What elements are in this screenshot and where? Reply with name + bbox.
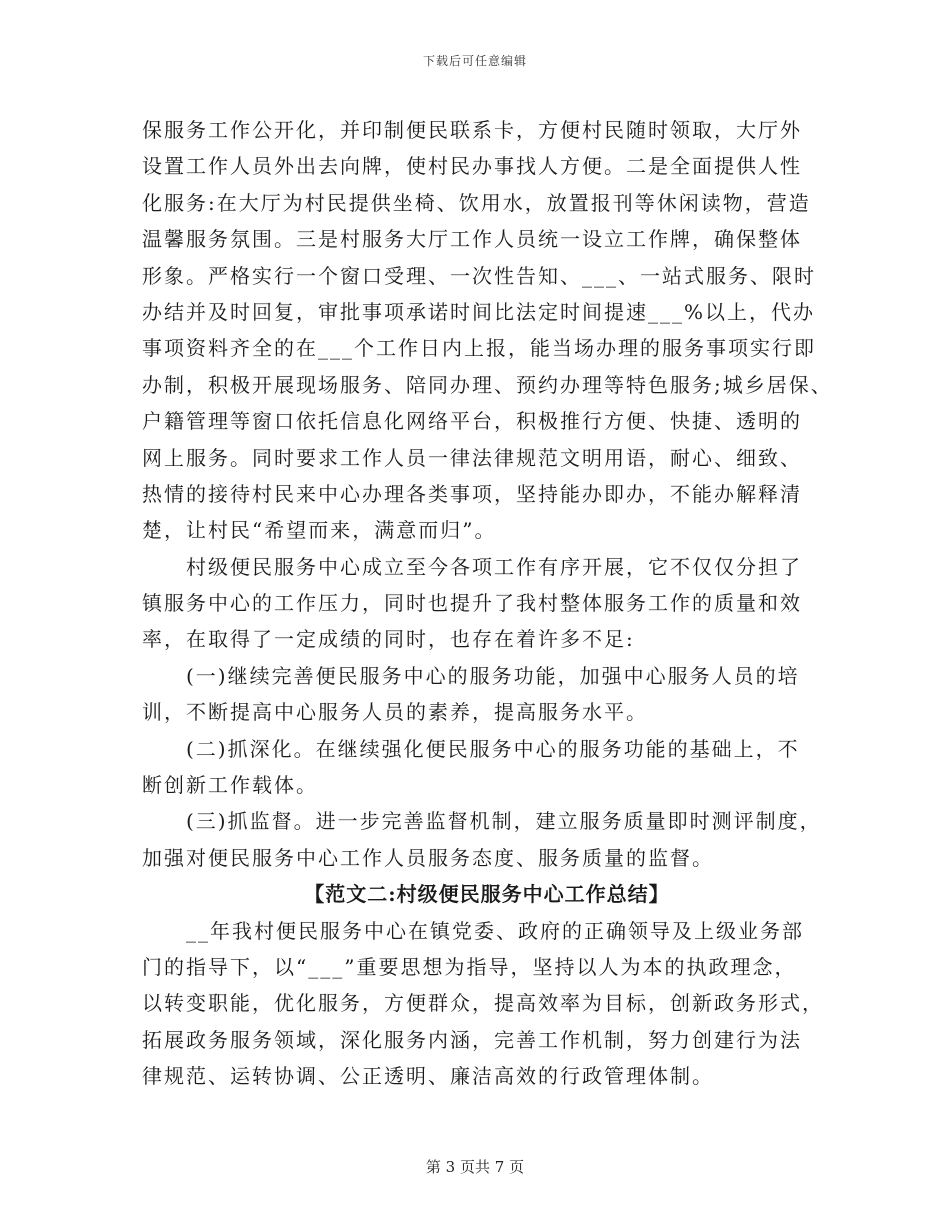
paragraph-line: 断创新工作载体。 [142,773,318,798]
paragraph-line: 形象。严格实行一个窗口受理、一次性告知、___、一站式服务、限时 [142,263,816,288]
paragraph-line: 保服务工作公开化，并印制便民联系卡，方便村民随时领取，大厅外 [142,118,802,142]
paragraph-line: 设置工作人员外出去向牌，使村民办事找人方便。二是全面提供人性 [142,154,802,179]
paragraph-line: 温馨服务氛围。三是村服务大厅工作人员统一设立工作牌，确保整体 [142,227,802,252]
paragraph-line: 训，不断提高中心服务人员的素养，提高服务水平。 [142,700,648,725]
page-number: 第 3 页共 7 页 [425,1158,525,1176]
paragraph-line: 律规范、运转协调、公正透明、廉洁高效的行政管理体制。 [142,1064,714,1089]
paragraph-line: __年我村便民服务中心在镇党委、政府的正确领导及上级业务部 [186,918,804,943]
paragraph-line: 拓展政务服务领域，深化服务内涵，完善工作机制，努力创建行为法 [142,1027,802,1052]
paragraph-line: 镇服务中心的工作压力，同时也提升了我村整体服务工作的质量和效 [142,591,802,616]
page-header-note: 下载后可任意编辑 [422,54,527,68]
paragraph-line: 率，在取得了一定成绩的同时，也存在着许多不足: [142,627,635,652]
document-body [142,112,833,1095]
paragraph-line: 加强对便民服务中心工作人员服务态度、服务质量的监督。 [142,845,714,870]
paragraph-line: 办结并及时回复，审批事项承诺时间比法定时间提速___%以上，代办 [142,299,816,324]
paragraph-line: 办制，积极开展现场服务、陪同办理、预约办理等特色服务;城乡居保、 [142,372,833,397]
paragraph-line: 门的指导下，以“___”重要思想为指导，坚持以人为本的执政理念， [142,954,797,979]
paragraph-line: 化服务:在大厅为村民提供坐椅、饮用水，放置报刊等休闲读物，营造 [142,190,811,215]
paragraph-line: 户籍管理等窗口依托信息化网络平台，积极推行方便、快捷、透明的 [142,409,802,434]
section-heading: 【范文二:村级便民服务中心工作总结】 [304,882,670,907]
paragraph-line: 网上服务。同时要求工作人员一律法律规范文明用语，耐心、细致、 [142,445,802,470]
paragraph-line: (三)抓监督。进一步完善监督机制，建立服务质量即时测评制度， [186,809,822,834]
paragraph-line: (一)继续完善便民服务中心的服务功能，加强中心服务人员的培 [186,663,800,688]
paragraph-line: (二)抓深化。在继续强化便民服务中心的服务功能的基础上，不 [186,736,800,761]
paragraph-line: 楚，让村民“希望而来，满意而归”。 [142,518,497,543]
paragraph-line: 村级便民服务中心成立至今各项工作有序开展，它不仅仅分担了 [186,554,802,579]
paragraph-line: 以转变职能，优化服务，方便群众，提高效率为目标，创新政务形式， [142,991,824,1016]
paragraph-line: 热情的接待村民来中心办理各类事项，坚持能办即办，不能办解释清 [142,481,802,506]
paragraph-line: 事项资料齐全的在___个工作日内上报，能当场办理的服务事项实行即 [142,336,816,361]
